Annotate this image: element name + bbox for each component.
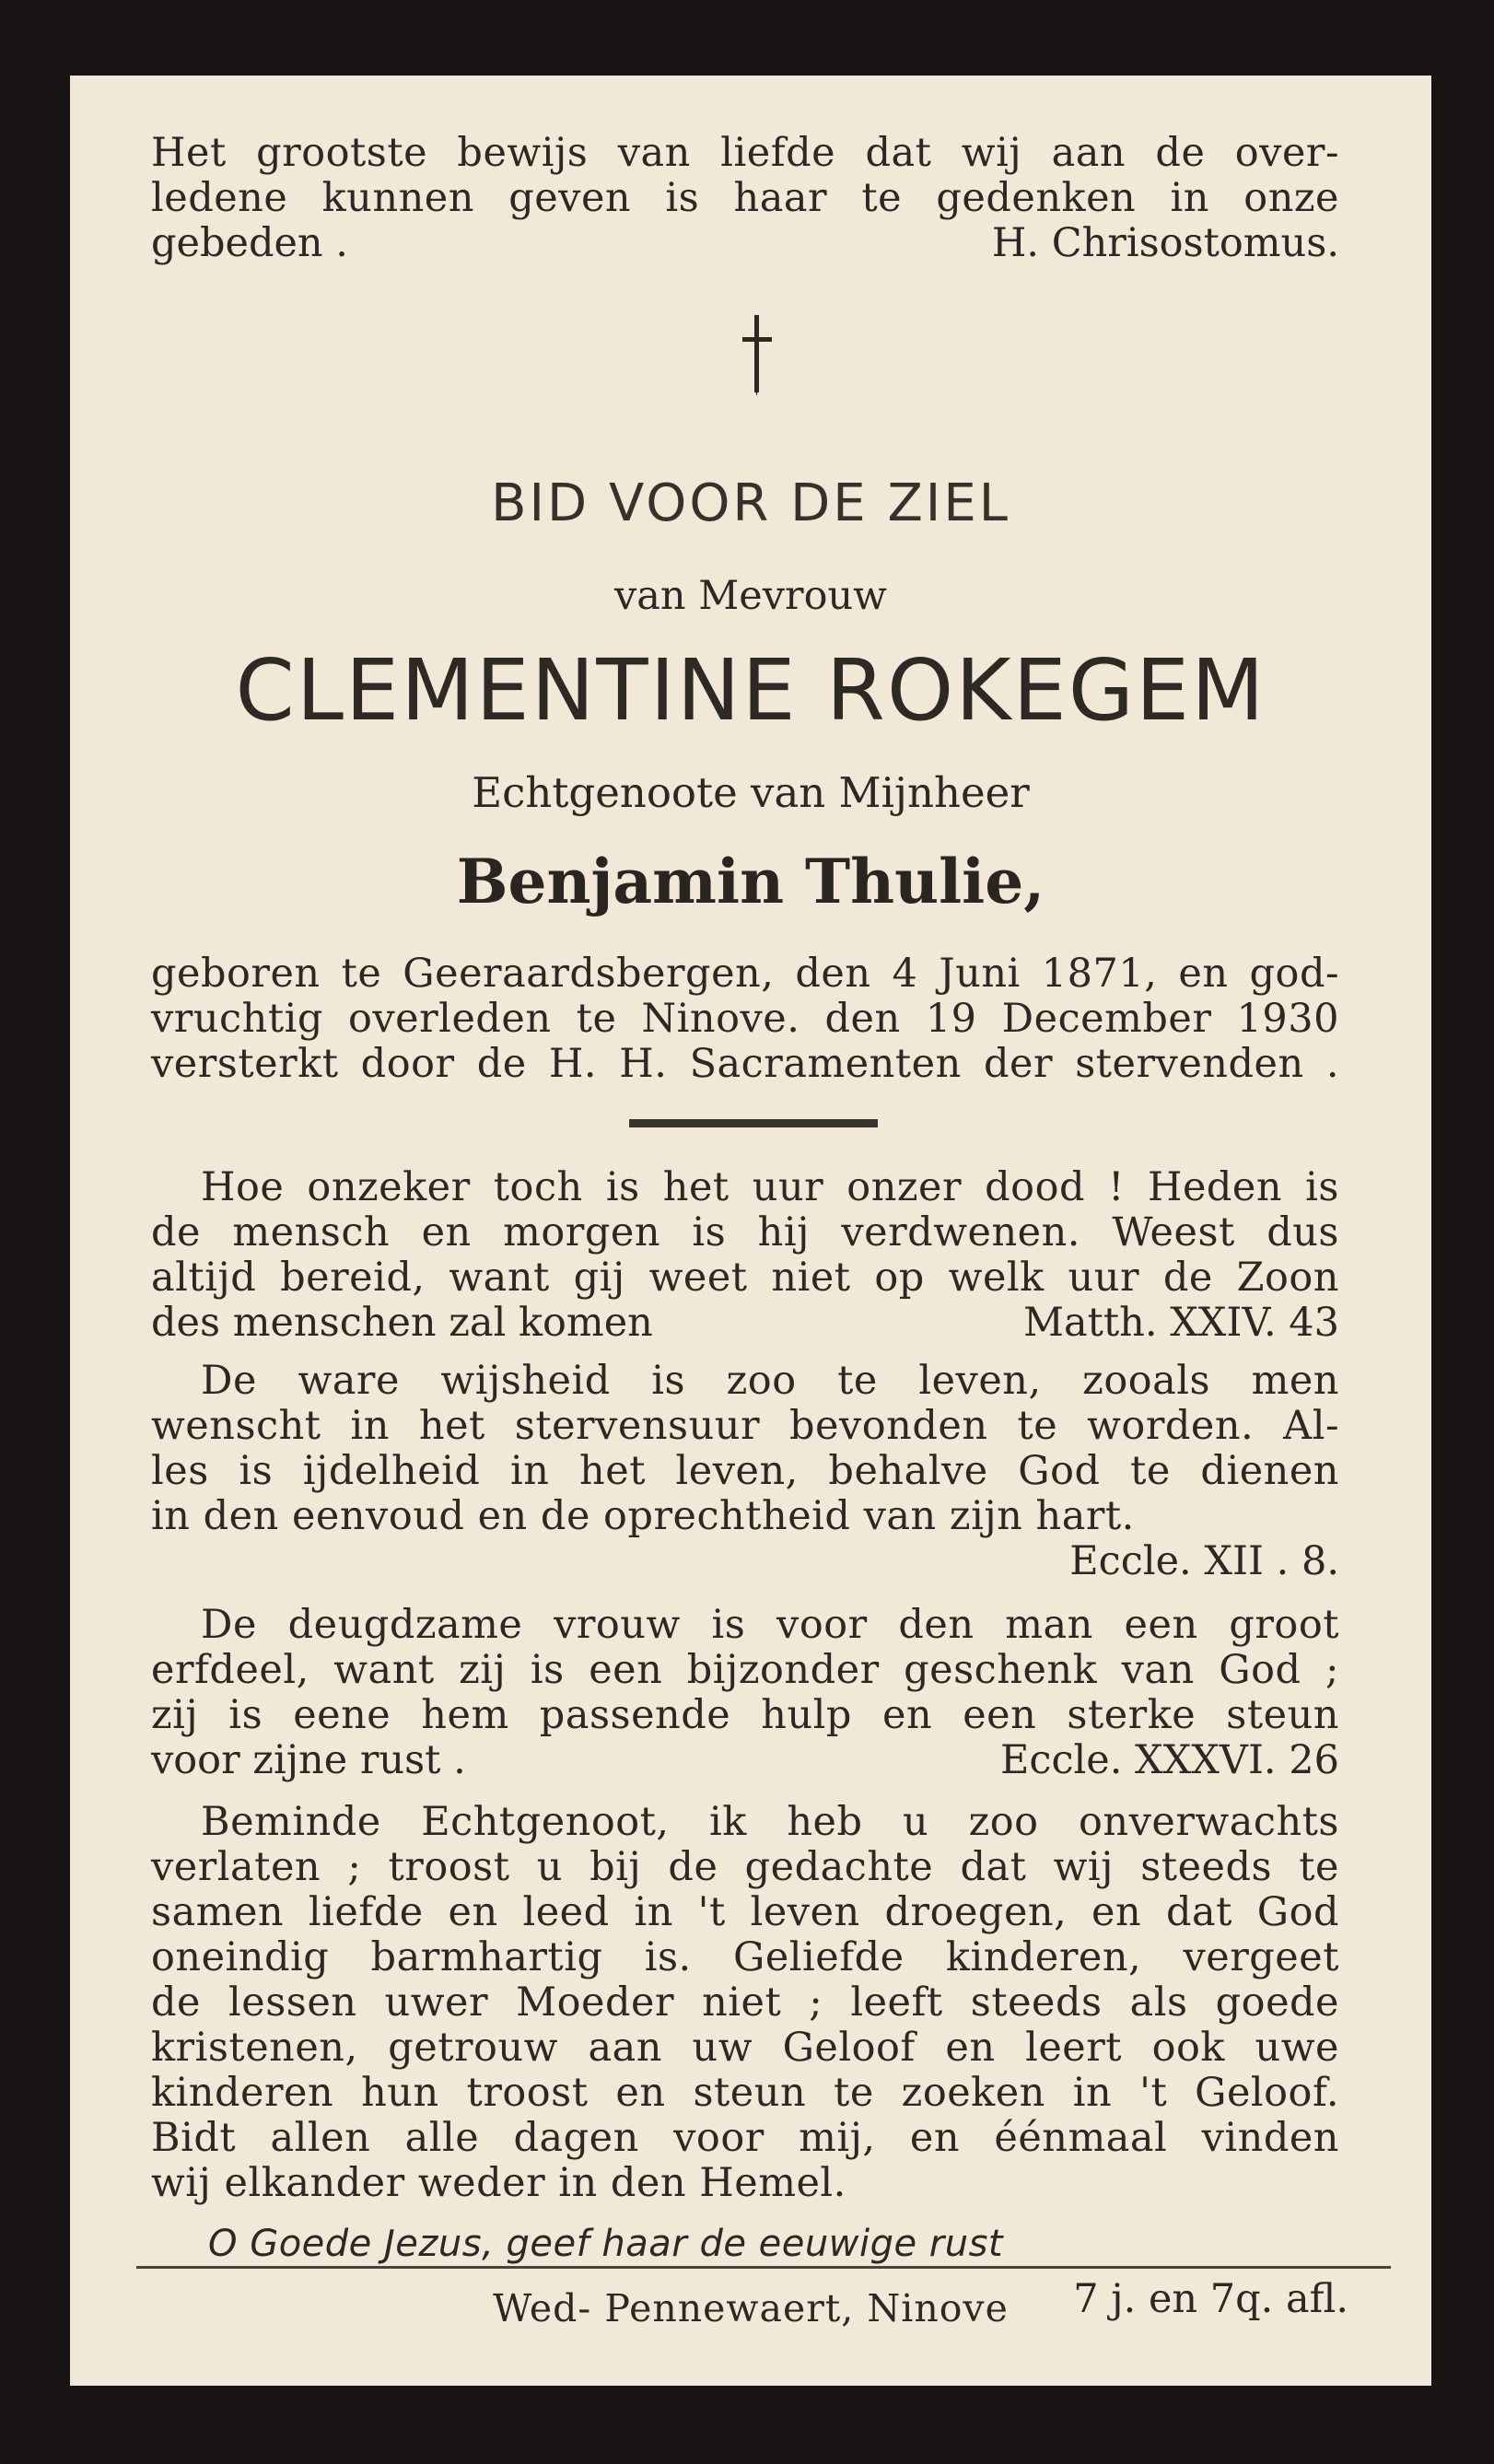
p4-line-2: verlaten ; troost u bij de gedachte dat wij steeds te (151, 1844, 1339, 1890)
p4-line-9: wij elkander weder in den Hemel. (151, 2160, 846, 2206)
birth-line-1: geboren te Geeraardsbergen, den 4 Juni 1871, en god- (151, 951, 1339, 997)
p2-line-1: De ware wijsheid is zoo te leven, zooals men (201, 1358, 1339, 1404)
quote-line-3 (151, 221, 1339, 266)
p2-ref-row (151, 1539, 1339, 1584)
quote-attribution: H. Chrisostomus. (991, 220, 1339, 266)
p1-end: des menschen zal komen (151, 1300, 653, 1346)
memorial-card-paper (70, 76, 1431, 2386)
footer-rule (136, 2266, 1391, 2269)
spouse-intro: Echtgenoote van Mijnheer (472, 768, 1030, 817)
p4-line-3: samen liefde en leed in 't leven droegen, en dat God (151, 1889, 1339, 1935)
p2-line-2: wenscht in het stervensuur bevonden te worden. Al- (151, 1403, 1339, 1449)
cross-icon (739, 313, 776, 398)
p1-reference: Matth. XXIV. 43 (1022, 1300, 1339, 1346)
p3-line-1: De deugdzame vrouw is voor den man een groot (201, 1602, 1339, 1648)
indulgence-text: 7 j. en 7q. afl. (1073, 2276, 1348, 2322)
printer-imprint: Wed- Pennewaert, Ninove (493, 2286, 1009, 2330)
closing-prayer: O Goede Jezus, geef haar de eeuwige rust (208, 2223, 1004, 2265)
quote-line-1: Het grootste bewijs van liefde dat wij aan de over- (151, 130, 1339, 176)
p2-reference: Eccle. XII . 8. (1069, 1538, 1339, 1584)
title-van-mevrouw: van Mevrouw (613, 573, 887, 619)
p4-line-1: Beminde Echtgenoot, ik heb u zoo onverwachts (201, 1799, 1339, 1845)
p2-line-3: les is ijdelheid in het leven, behalve God te dienen (151, 1448, 1339, 1494)
quote-end: gebeden . (151, 220, 348, 266)
p1-line-4 (151, 1301, 1339, 1346)
p1-line-1: Hoe onzeker toch is het uur onzer dood ! Heden is (201, 1164, 1339, 1210)
p3-line-4 (151, 1738, 1339, 1783)
p1-line-2: de mensch en morgen is hij verdwenen. Weest dus (151, 1209, 1339, 1255)
p4-line-4: oneindig barmhartig is. Geliefde kinderen, vergeet (151, 1934, 1339, 1980)
p3-line-2: erfdeel, want zij is een bijzonder geschenk van God ; (151, 1647, 1339, 1693)
divider-rule (629, 1119, 878, 1127)
prayer-heading: BID VOOR DE ZIEL (491, 473, 1010, 533)
p1-line-3: altijd bereid, want gij weet niet op welk uur de Zoon (151, 1255, 1339, 1301)
p3-line-3: zij is eene hem passende hulp en een sterke steun (151, 1692, 1339, 1738)
spouse-name: Benjamin Thulie, (456, 846, 1045, 917)
deceased-name: CLEMENTINE ROKEGEM (235, 641, 1266, 740)
birth-line-3: versterkt door de H. H. Sacramenten der stervenden . (151, 1041, 1339, 1087)
p3-end: voor zijne rust . (151, 1737, 466, 1783)
p4-line-6: kristenen, getrouw aan uw Geloof en leert ook uwe (151, 2025, 1339, 2071)
p2-line-4: in den eenvoud en de oprechtheid van zijn hart. (151, 1493, 1135, 1539)
p3-reference: Eccle. XXXVI. 26 (999, 1737, 1339, 1783)
p4-line-7: kinderen hun troost en steun te zoeken in 't Geloof. (151, 2070, 1339, 2116)
p4-line-8: Bidt allen alle dagen voor mij, en éénmaal vinden (151, 2115, 1339, 2161)
p4-line-5: de lessen uwer Moeder niet ; leeft steeds als goede (151, 1979, 1339, 2026)
birth-line-2: vruchtig overleden te Ninove. den 19 December 1930 (151, 996, 1339, 1042)
quote-line-2: ledene kunnen geven is haar te gedenken in onze (151, 175, 1339, 221)
